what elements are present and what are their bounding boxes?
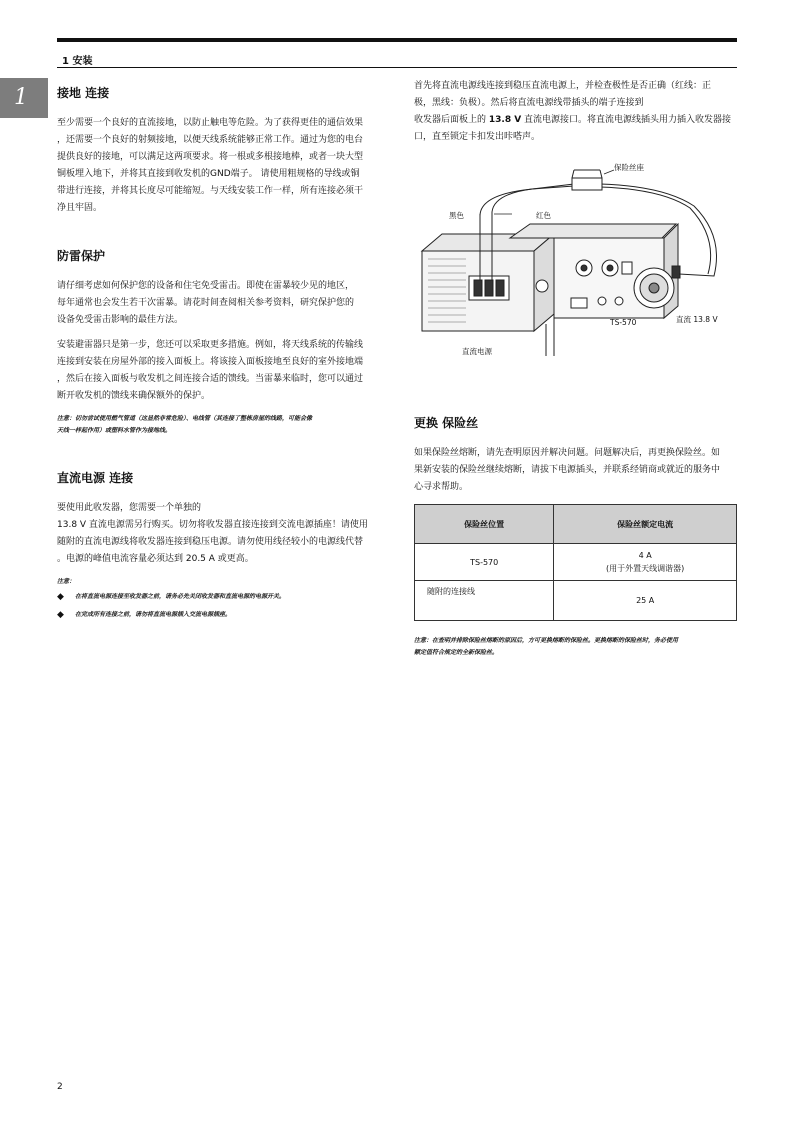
fuse-title: 更换 保险丝 (414, 416, 479, 430)
fuse-section (414, 414, 737, 667)
grounding-section (57, 84, 377, 217)
diamond-bullet-icon: ◆ (57, 610, 64, 620)
left-column (57, 84, 377, 647)
lightning-note: 注意：切勿尝试使用燃气管道（这显然非常危险）、电线管（其连接了整栋房屋的线路，可能会像 天线一样起作用）或塑料水管作为接地线。 (57, 415, 313, 434)
table-row (415, 544, 737, 581)
lightning-para-1: 请仔细考虑如何保护您的设备和住宅免受雷击。即使在雷暴较少见的地区， 每年通常也会发生若干次雷暴。请花时间查阅相关参考资料，研究保护您的 设备免受雷击影响的最佳方法。 (57, 281, 355, 325)
table-row (415, 581, 737, 621)
lightning-para-2: 安装避雷器只是第一步，您还可以采取更多措施。例如，将天线系统的传输线 连接到安装在房屋外部的接入面板上。将该接入面板接地至良好的室外接地端 ，然后在接入面板与收发机之间连接合适的馈线。当雷暴来临时，您可以通过 断开收发机的馈线来确保额外的保护。 (57, 340, 364, 401)
grounding-title: 接地 连接 (57, 86, 110, 100)
chapter-number: 1 (14, 85, 28, 110)
dc-input-label: 直流 13.8 V (676, 315, 718, 324)
lightning-section (57, 247, 377, 437)
transceiver-model-label: TS-570 (610, 318, 637, 327)
section-header: 1 安装 (62, 56, 93, 67)
connect-steps: 首先将直流电源线连接到稳压直流电源上，并检查极性是否正确（红线：正 极，黑线：负极）。然后将直流电源线带插头的端子连接到 收发器后面板上的 13.8 V 直流电源接口。将直流电源线插头用力插入收发器接 口，直至锁定卡扣发出咔嗒声。 (414, 81, 732, 142)
right-column (414, 78, 737, 154)
dc-power-body: 要使用此收发器，您需要一个单独的 13.8 V 直流电源需另行购买。切勿将收发器直接连接到交流电源插座！请使用 随附的直流电源线将收发器连接到稳压电源。请勿使用线径较小的电源线代替 。电源的峰值电流容量必须达到 20.5 A 或更高。 (57, 503, 368, 564)
fuse-rating-cell: 4 A (用于外置天线调谐器) (554, 544, 737, 581)
fuse-location-cell: 随附的连接线 (415, 581, 554, 621)
black-wire-label: 黑色 (449, 211, 464, 220)
fuse-table (414, 504, 737, 621)
fuse-body: 如果保险丝熔断，请先查明原因并解决问题。问题解决后，再更换保险丝。如 果新安装的保险丝继续熔断，请拔下电源插头，并联系经销商或就近的服务中 心寻求帮助。 (414, 448, 721, 492)
dc-power-bullet: ◆ 在将直流电源连接至收发器之前，请务必先关闭收发器和直流电源的电源开关。 (57, 592, 286, 602)
red-wire-label: 红色 (536, 211, 551, 220)
chapter-tab (0, 78, 48, 118)
fuse-holder-label: 保险丝座 (614, 163, 644, 172)
dc-power-note-head: 注意： (57, 578, 76, 585)
dc-power-section (57, 469, 377, 621)
top-rule (57, 38, 737, 42)
dc-power-title: 直流电源 连接 (57, 471, 134, 485)
fuse-rating-header: 保险丝额定电流 (554, 505, 737, 544)
page-number: 2 (57, 1082, 63, 1092)
fuse-location-cell: TS-570 (415, 544, 554, 581)
lightning-title: 防雷保护 (57, 249, 106, 263)
dc-power-bullet: ◆ 在完成所有连接之前，请勿将直流电源插入交流电源插座。 (57, 610, 232, 620)
grounding-body: 至少需要一个良好的直流接地，以防止触电等危险。为了获得更佳的通信效果 ，还需要一个良好的射频接地，以便天线系统能够正常工作。通过为您的电台 提供良好的接地，可以满足这两项要求。将一根或多根接地棒，或者一块大型 铜板埋入地下，并将其直接到收发机的GND端子。 请使用粗规格的导线或铜 带进行连接，并将其长度尽可能缩短。与天线安装工作一样，所有连接必须干 净且牢固。 (57, 118, 364, 213)
power-connection-diagram (414, 156, 737, 366)
fuse-note: 注意：在查明并排除保险丝熔断的原因后，方可更换熔断的保险丝。更换熔断的保险丝时，务必使用 额定值符合规定的全新保险丝。 (414, 637, 679, 656)
fuse-rating-cell: 25 A (554, 581, 737, 621)
power-connection-illustration (414, 156, 737, 366)
header-rule (57, 67, 737, 68)
fuse-location-header: 保险丝位置 (415, 505, 554, 544)
fuse-table-header (415, 505, 737, 544)
diamond-bullet-icon: ◆ (57, 592, 64, 602)
dc-supply-label: 直流电源 (462, 347, 492, 356)
